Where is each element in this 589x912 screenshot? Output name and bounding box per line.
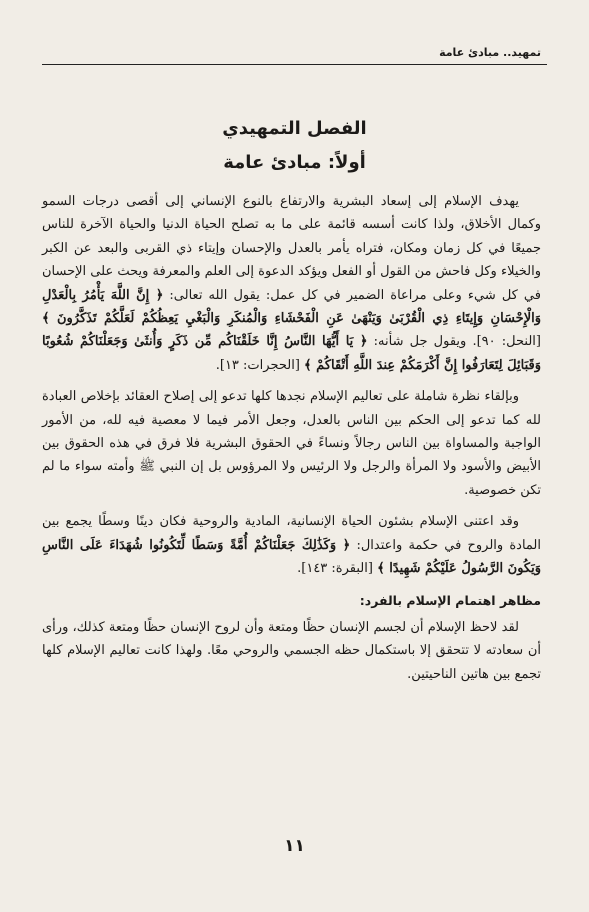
paragraph-1-text: يهدف الإسلام إلى إسعاد البشرية والارتفاع بالنوع الإنساني إلى أقصى درجات السمو وكمال الأخلاق، ولذا كانت أسسه قائمة على ما به تصلح الحياة الدنيا والحياة الآخرة للناس جميعًا في كل زمان ومكان، فتراه يأمر بالعدل والإحسان وإيتاء ذي القربى والبعد عن الكبر والخيلاء وكل فاحش من القول أو الفعل ويؤكد الدعوة إلى العلم والمعرفة ويحث على الإحسان في كل شيء وعلى مراعاة الضمير في كل عمل: يقول الله تعالى: — [42, 194, 541, 303]
section-title: أولاً: مبادئ عامة — [223, 152, 366, 173]
verse-reference-baqarah: [البقرة: ١٤٣]. — [297, 561, 373, 577]
paragraph-2: وبإلقاء نظرة شاملة على تعاليم الإسلام نجدها كلها تدعو إلى إصلاح العقائد بإخلاص العبادة لله كما تدعو إلى الحكم بين الناس بالعدل، وجعل الأمر فيما لا معصية فيه لله، من الأمور الواجبة والمساواة بين الناس رجالاً ونساءً في الحقوق البشرية فلا فرق في هذه الحقوق بين الأبيض والأسود ولا المرأة والرجل ولا الرئيس ولا المرؤوس بل إن النبي ﷺ وأمته سواء ما لم تكن خصوصية. — [42, 389, 541, 498]
running-head — [42, 46, 547, 65]
quran-verse-nahl: ﴿ إِنَّ اللَّهَ يَأْمُرُ بِالْعَدْلِ وَالْإِحْسَانِ وَإِيتَاءِ ذِي الْقُرْبَىٰ وَيَنْهَىٰ عَنِ الْفَحْشَاءِ وَالْمُنكَرِ وَالْبَغْيِ يَعِظُكُمْ لَعَلَّكُمْ تَذَكَّرُونَ ﴾ — [42, 287, 541, 327]
verse-reference-nahl: [النحل: ٩٠]. ويقول جل شأنه: — [373, 334, 541, 350]
paragraph-4: لقد لاحظ الإسلام أن لجسم الإنسان حظًا ومتعة وأن لروح الإنسان حظًا ومتعة كذلك، ورأى أن سعادته لا تتحقق إلا باستكمال حظه الجسمي والروحي معًا. ولهذا كانت تعاليم الإسلام كلها تجمع بين هاتين الناحيتين. — [42, 619, 541, 682]
page-number: ١١ — [284, 836, 305, 856]
subheading: مظاهر اهتمام الإسلام بالفرد: — [359, 592, 541, 608]
body-text — [42, 190, 541, 690]
running-head-text: تمهيد.. مبادئ عامة — [439, 46, 541, 59]
chapter-title: الفصل التمهيدي — [222, 118, 367, 139]
quran-verse-hujurat: ﴿ يَا أَيُّهَا النَّاسُ إِنَّا خَلَقْنَاكُم مِّن ذَكَرٍ وَأُنثَىٰ وَجَعَلْنَاكُمْ شُعُوبًا وَقَبَائِلَ لِتَعَارَفُوا إِنَّ أَكْرَمَكُمْ عِندَ اللَّهِ أَتْقَاكُمْ ﴾ — [42, 334, 541, 373]
paragraph-3 — [42, 510, 541, 580]
quran-verse-baqarah: ﴿ وَكَذَٰلِكَ جَعَلْنَاكُمْ أُمَّةً وَسَطًا لِّتَكُونُوا شُهَدَاءَ عَلَى النَّاسِ وَيَكُونَ الرَّسُولُ عَلَيْكُمْ شَهِيدًا ﴾ — [42, 537, 541, 577]
verse-reference-hujurat: [الحجرات: ١٣]. — [215, 357, 300, 373]
paragraph-3-text: وقد اعتنى الإسلام بشئون الحياة الإنسانية، المادية والروحية فكان دينًا وسطًا يجمع بين المادة والروح في حكمة واعتدال: — [42, 514, 542, 553]
paragraph-1 — [42, 190, 541, 377]
